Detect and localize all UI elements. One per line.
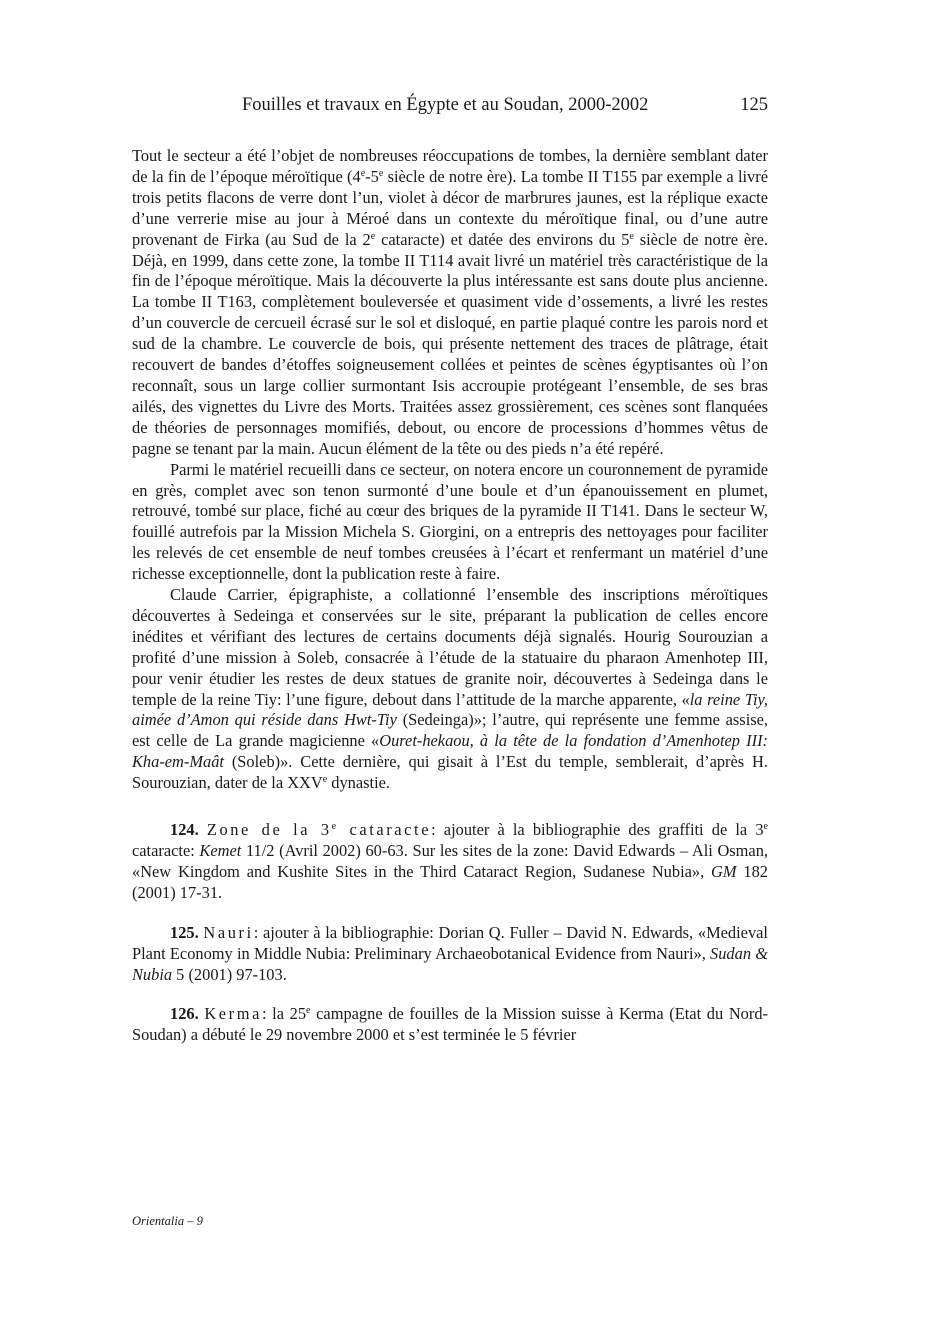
entry-place: Zone de la 3e cataracte	[206, 820, 432, 840]
entry-124: 124. Zone de la 3e cataracte: ajouter à la bibliographie des graffiti de la 3e cataracte: Kemet 11/2 (Avril 2002) 60-63. Sur les sites de la zone: David Edwards – Ali Osman, «New Kingdom and Kushite Sites in the Third Cataract Region, Sudanese Nubia», GM 182 (2001) 17-31.	[132, 820, 768, 902]
entry-place: Nauri	[203, 922, 254, 942]
main-text	[132, 146, 768, 1046]
entry-125: 125. Nauri: ajouter à la bibliographie: Dorian Q. Fuller – David N. Edwards, «Medieval Plant Economy in Middle Nubia: Preliminary Archaeobotanical Evidence from Nauri», Sudan & Nubia 5 (2001) 97-103.	[132, 922, 768, 984]
signature-mark: Orientalia – 9	[132, 1214, 203, 1228]
paragraph: Parmi le matériel recueilli dans ce secteur, on notera encore un couronnement de pyramide en grès, complet avec son tenon surmonté d’une boule et d’un épanouissement en plumet, retrouvé, tombé sur place, fiché au cœur des briques de la pyramide II T141. Dans le secteur W, fouillé autrefois par la Mission Michela S. Giorgini, on a entrepris des nettoyages pour faciliter les relevés de cet ensemble de neuf tombes creusées à l’écart et renfermant un matériel d’une richesse exceptionnelle, dont la publication reste à faire.	[132, 459, 768, 584]
running-head	[132, 92, 768, 118]
running-title: Fouilles et travaux en Égypte et au Soudan, 2000-2002	[242, 95, 649, 115]
entry-126: 126. Kerma: la 25e campagne de fouilles de la Mission suisse à Kerma (Etat du Nord-Soudan) a débuté le 29 novembre 2000 et s’est terminée le 5 février	[132, 1004, 768, 1045]
paragraph: Tout le secteur a été l’objet de nombreuses réoccupations de tombes, la dernière semblant dater de la fin de l’époque méroïtique (4e-5e siècle de notre ère). La tombe II T155 par exemple a livré trois petits flacons de verre dont l’un, violet à décor de marbrures jaunes, est la réplique exacte d’une verrerie mise au jour à Méroé dans un contexte du méroïtique final, ou d’une autre provenant de Firka (au Sud de la 2e cataracte) et datée des environs du 5e siècle de notre ère. Déjà, en 1999, dans cette zone, la tombe II T114 avait livré un matériel très caractéristique de la fin de l’époque méroïtique. Mais la découverte la plus intéressante est sans doute plus ancienne. La tombe II T163, complètement bouleversée et quasiment vide d’ossements, a livré les restes d’un couvercle de cercueil écrasé sur le sol et disloqué, en partie plaqué contre les parois nord et sud de la chambre. Le couvercle de bois, qui présente nettement des traces de plâtrage, était recouvert de bandes d’étoffes soigneusement collées et peintes de scènes égyptisantes où l’on reconnaît, sous un large collier surmontant Isis accroupie protégeant l’ensemble, de ses bras ailés, des vignettes du Livre des Morts. Traitées assez grossièrement, ces scènes sont flanquées de théories de personnages momifiés, debout, ou encore de processions d’hommes vêtus de pagne se tenant par la main. Aucun élément de la tête ou des pieds n’a été repéré.	[132, 146, 768, 458]
paragraph: Claude Carrier, épigraphiste, a collationné l’ensemble des inscriptions méroïtiques découvertes à Sedeinga et conservées sur le site, préparant la publication de celles encore inédites et vérifiant des lectures de certains documents déjà signalés. Hourig Sourouzian a profité d’une mission à Soleb, consacrée à l’étude de la statuaire du pharaon Amenhotep III, pour venir étudier les restes de deux statues de granite noir, découvertes à Sedeinga dans le temple de la reine Tiy: l’une figure, debout dans l’attitude de la marche apparente, «la reine Tiy, aimée d’Amon qui réside dans Hwt-Tiy (Sedeinga)»; l’autre, qui représente une femme assise, est celle de La grande magicienne «Ouret-hekaou, à la tête de la fondation d’Amenhotep III: Kha-em-Maât (Soleb)». Cette dernière, qui gisait à l’Est du temple, semblerait, d’après H. Sourouzian, dater de la XXVe dynastie.	[132, 585, 768, 793]
page-number: 125	[740, 95, 768, 115]
entry-place: Kerma	[204, 1004, 262, 1024]
